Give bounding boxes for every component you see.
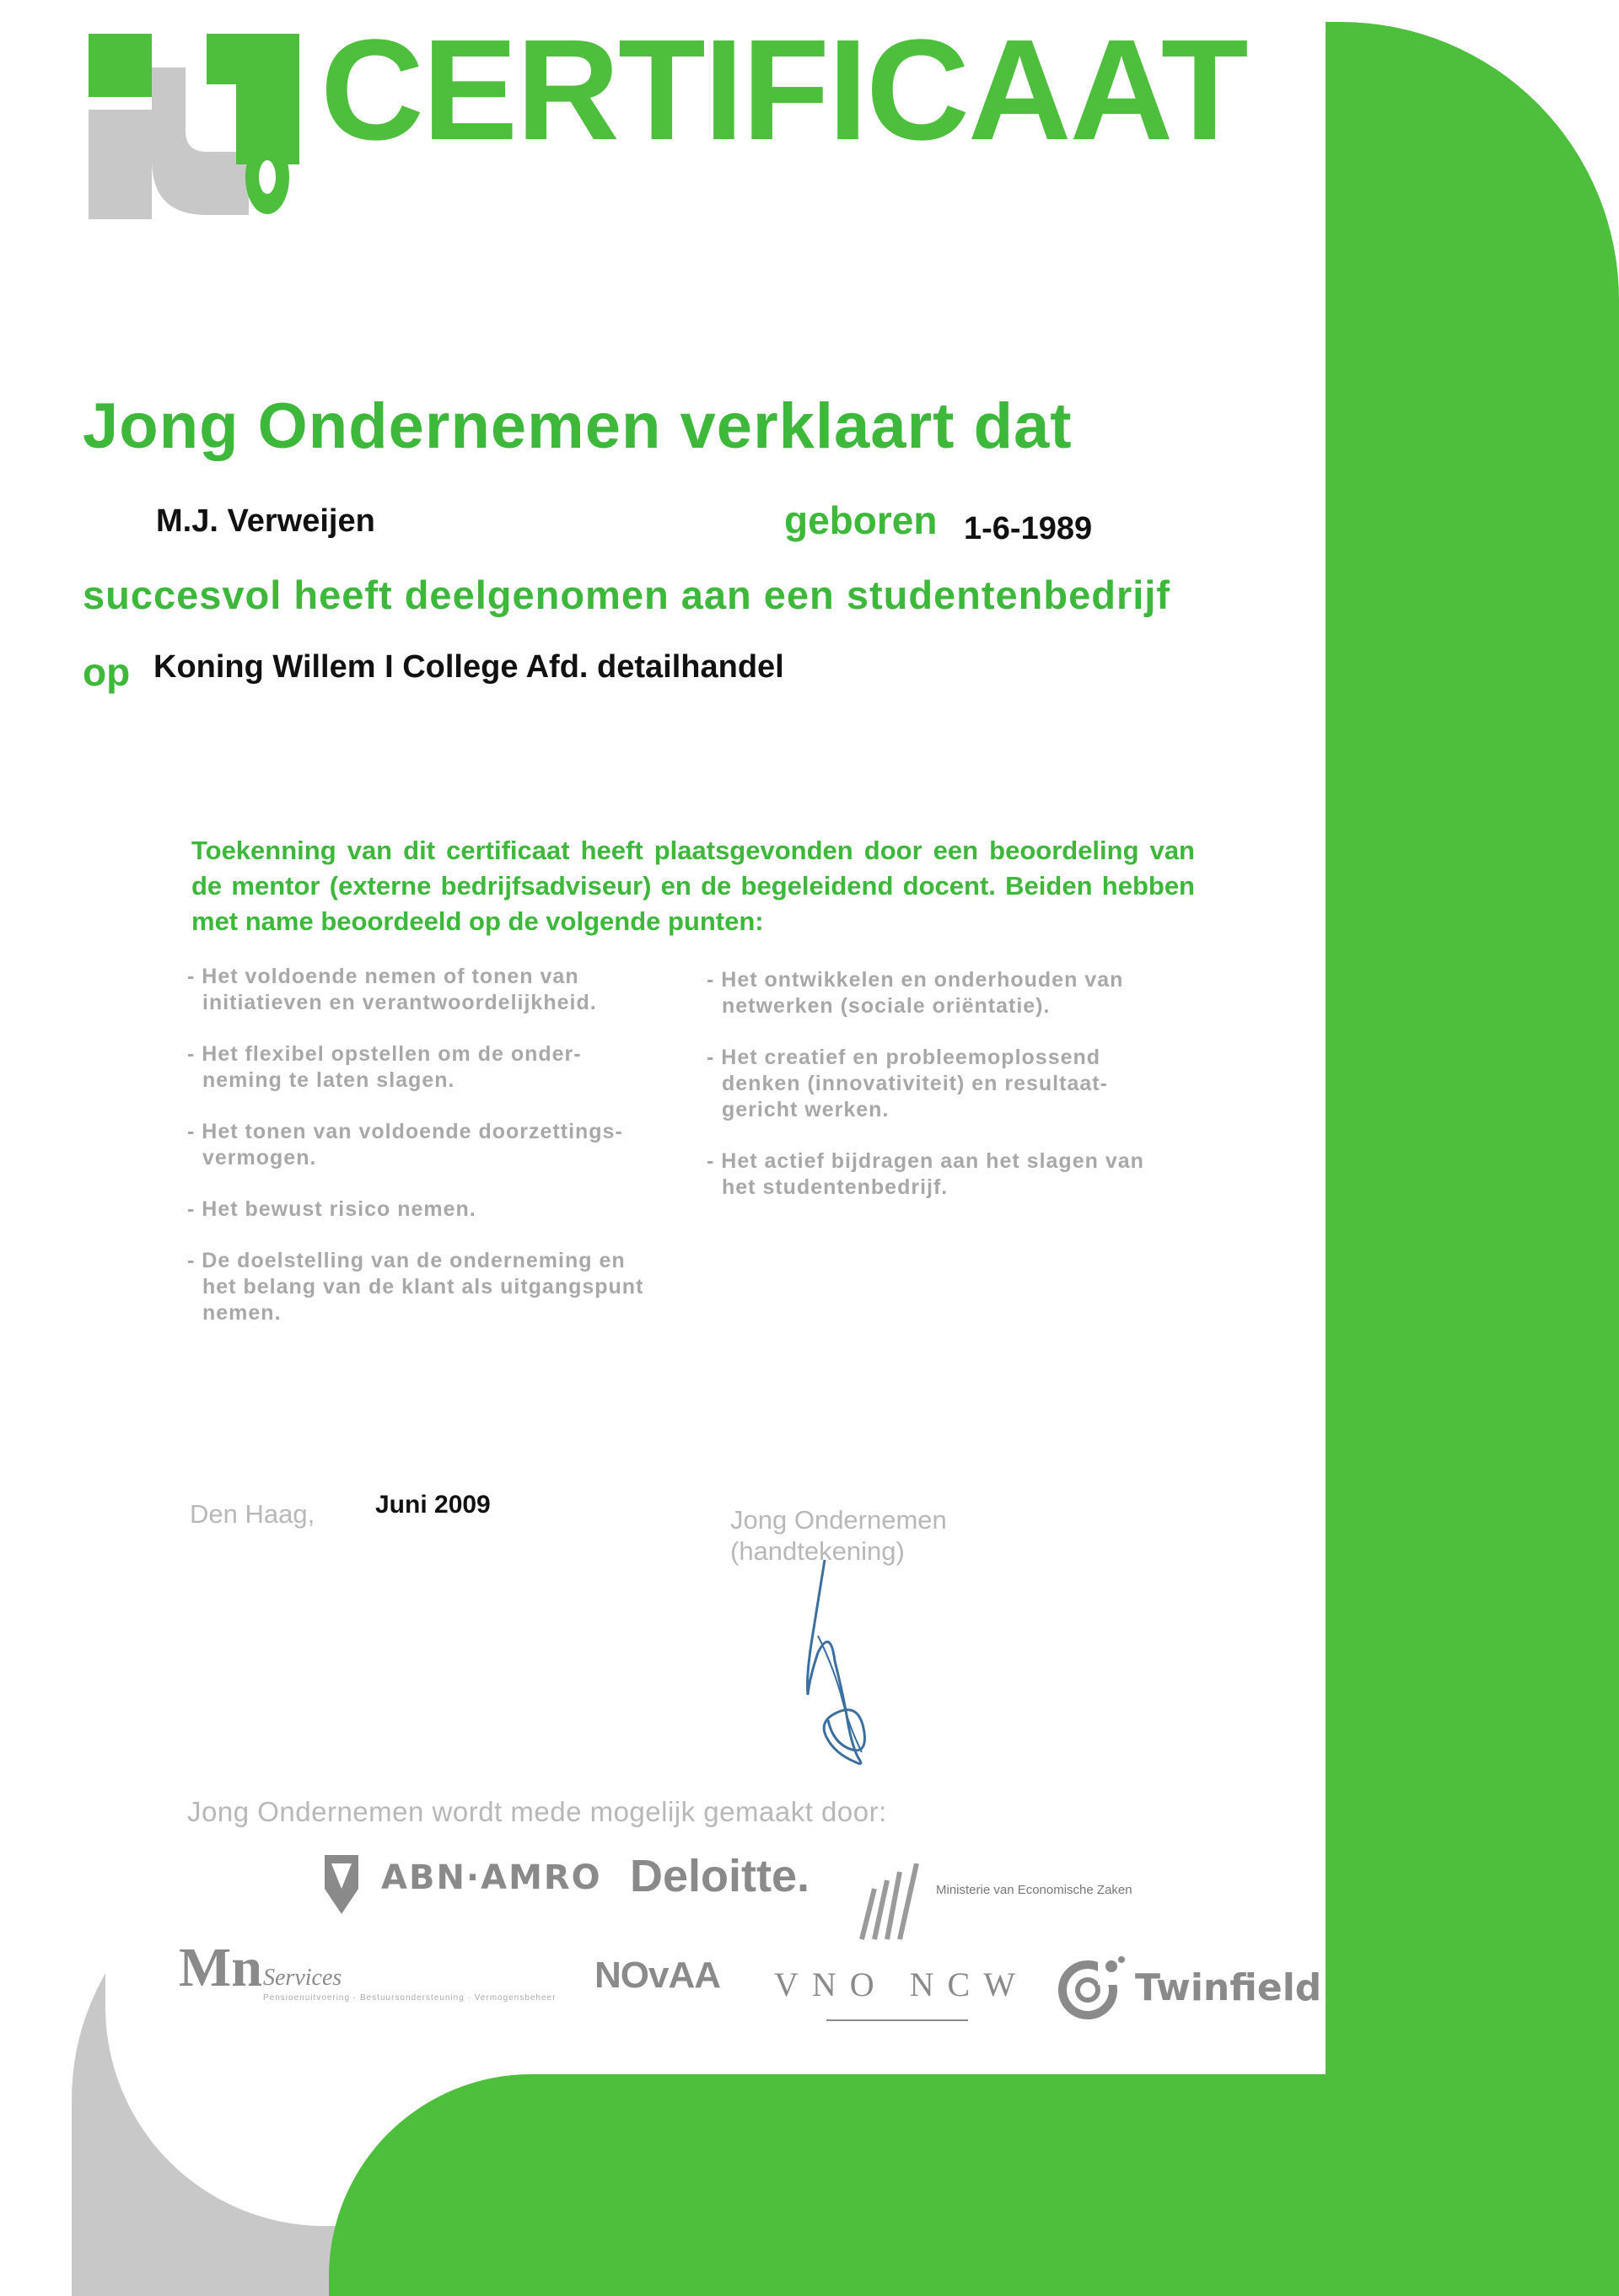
sponsor-mn-mark: Mn [179,1937,262,1998]
sponsor-twinfield: Twinfield [1135,1966,1322,2009]
criterion: - Het actief bijdragen aan het slagen van het studentenbedrijf. [707,1149,1144,1199]
op-label: op [83,650,131,694]
criterion: - Het tonen van voldoende doorzettings- vermogen. [187,1120,623,1170]
signing-organization: Jong Ondernemen [730,1505,947,1535]
recipient-name: M.J. Verweijen [156,503,375,539]
criterion: - Het bewust risico nemen. [187,1197,476,1221]
abn-amro-shield-icon [325,1855,358,1914]
school-name: Koning Willem I College Afd. detailhandel [153,649,784,685]
signature-note: (handtekening) [730,1536,905,1566]
criterion: - Het ontwikkelen en onderhouden van netwerken (sociale oriëntatie). [707,968,1124,1018]
sponsor-ez: Ministerie van Economische Zaken [936,1883,1132,1897]
sponsor-deloitte: Deloitte. [630,1851,810,1901]
success-line: succesvol heeft deelgenomen aan een studentenbedrijf [83,573,1170,617]
jong-ondernemen-logo [89,34,299,228]
sponsor-abn-amro: ABN·AMRO [381,1858,602,1897]
criterion: - De doelstelling van de onderneming en het belang van de klant als uitgangspunt nemen. [187,1249,644,1325]
declaration-heading: Jong Ondernemen verklaart dat [83,390,1073,462]
ez-ministry-icon [853,1863,921,1956]
criterion: - Het flexibel opstellen om de onder- neming te laten slagen. [187,1042,582,1092]
sponsor-mn-subtitle: Pensioenuitvoering · Bestuursondersteuning · Vermogensbeheer [263,1993,557,2003]
signing-place: Den Haag, [190,1499,315,1529]
vno-underline [826,2019,968,2021]
certificate-title: CERTIFICAAT [320,10,1247,170]
sponsor-vno-ncw: VNO NCW [774,1965,1029,2003]
sponsors-intro: Jong Ondernemen wordt mede mogelijk gemaakt door: [187,1796,887,1827]
criterion: - Het voldoende nemen of tonen van initiatieven en verantwoordelijkheid. [187,965,597,1014]
born-date: 1-6-1989 [964,511,1093,546]
signature-scribble [759,1551,928,1788]
sponsor-mn-services: Services [263,1965,342,1991]
criteria-left-column [187,964,693,1352]
intro-paragraph: Toekenning van dit certificaat heeft plaatsgevonden door een beoordeling van de mentor (externe bedrijfsadviseur) en de begeleidend docent. Beiden hebben met name beoordeeld op de volgende punten: [191,836,1195,936]
twinfield-swirl-icon [1056,1953,1127,2024]
criterion: - Het creatief en probleemoplossend denken (innovativiteit) en resultaat- gericht werken. [707,1046,1108,1121]
criteria-right-column [707,967,1213,1226]
sponsor-novaa: NOvAA [594,1955,721,1996]
right-green-band [1326,22,1619,2296]
born-label: geboren [784,498,938,542]
signing-date: Juni 2009 [375,1491,491,1519]
